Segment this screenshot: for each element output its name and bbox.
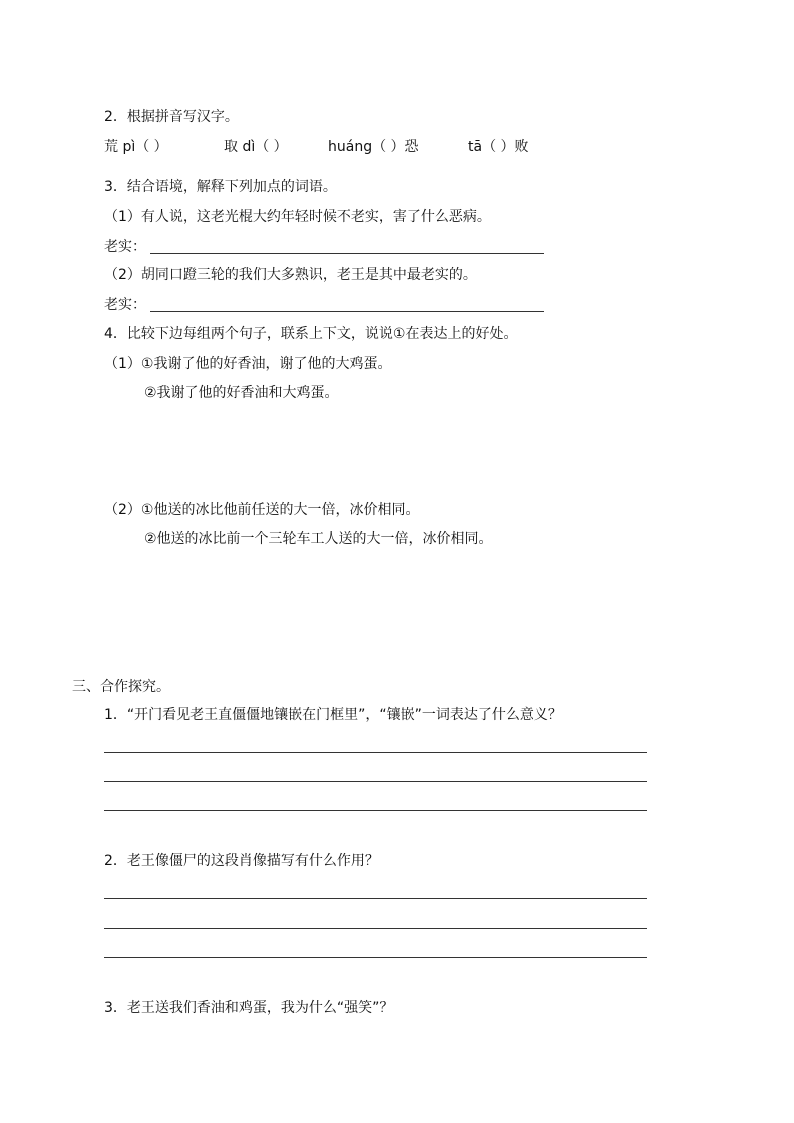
- section3-question-2: 2．老王像僵尸的这段肖像描写有什么作用？: [104, 853, 379, 869]
- answer-line[interactable]: [150, 311, 544, 312]
- q3-label-2: 老实：: [104, 297, 146, 313]
- q3-label-1: 老实：: [104, 239, 146, 255]
- section3-question-1: 1．“开门看见老王直僵僵地镶嵌在门框里”，“镶嵌”一词表达了什么意义？: [104, 707, 562, 723]
- answer-line[interactable]: [104, 781, 647, 782]
- pinyin-item-3: huáng（ ）恐: [328, 139, 419, 155]
- pinyin-item-1: 荒 pì（ ）: [104, 139, 168, 155]
- q4-group1-sentence-1: （1）①我谢了他的好香油，谢了他的大鸡蛋。: [104, 356, 392, 372]
- q3-title: 3．结合语境，解释下列加点的词语。: [104, 179, 337, 195]
- answer-line[interactable]: [150, 253, 544, 254]
- q3-sentence-1: （1）有人说，这老光棍大约年轻时候不老实，害了什么恶病。: [104, 209, 491, 225]
- q2-title: 2．根据拼音写汉字。: [104, 109, 239, 125]
- answer-line[interactable]: [104, 752, 647, 753]
- answer-line[interactable]: [104, 810, 647, 811]
- answer-line[interactable]: [104, 898, 647, 899]
- section3-title: 三、合作探究。: [72, 679, 170, 695]
- pinyin-item-4: tā（ ）败: [468, 139, 529, 155]
- answer-line[interactable]: [104, 928, 647, 929]
- section3-question-3: 3．老王送我们香油和鸡蛋，我为什么“强笑”？: [104, 1000, 394, 1016]
- q4-group2-sentence-1: （2）①他送的冰比他前任送的大一倍，冰价相同。: [104, 502, 420, 518]
- answer-line[interactable]: [104, 957, 647, 958]
- q3-sentence-2: （2）胡同口蹬三轮的我们大多熟识，老王是其中最老实的。: [104, 267, 477, 283]
- q4-title: 4．比较下边每组两个句子，联系上下文，说说①在表达上的好处。: [104, 326, 518, 342]
- q4-group1-sentence-2: ②我谢了他的好香油和大鸡蛋。: [144, 385, 339, 401]
- q4-group2-sentence-2: ②他送的冰比前一个三轮车工人送的大一倍，冰价相同。: [144, 531, 493, 547]
- pinyin-item-2: 取 dì（ ）: [224, 139, 288, 155]
